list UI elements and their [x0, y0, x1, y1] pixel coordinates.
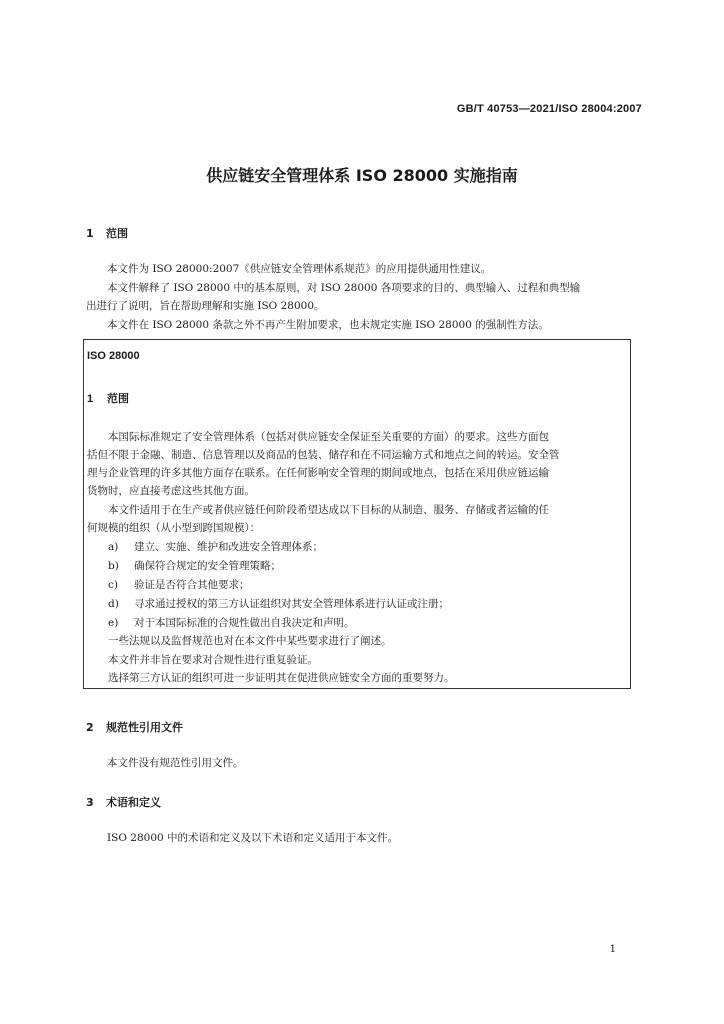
list-item [108, 557, 281, 575]
list-text: 对于本国际标准的合规性做出自我决定和声明。 [134, 617, 355, 629]
iso-box-tail-line-2: 本文件并非旨在要求对合规性进行重复验证。 [108, 654, 318, 666]
iso-28000-quote-box [83, 339, 631, 689]
list-text: 确保符合规定的安全管理策略； [134, 560, 281, 572]
list-item [108, 595, 449, 613]
section-title: 规范性引用文件 [106, 721, 183, 734]
iso-box-para-2-line-1: 本文件适用于在生产或者供应链任何阶段希望达成以下目标的从制造、服务、存储或者运输的任 [108, 504, 549, 516]
list-text: 寻求通过授权的第三方认证组织对其安全管理体系进行认证或注册； [134, 598, 449, 610]
list-item [108, 576, 250, 594]
section-2-heading [86, 719, 183, 735]
section-1-para-1: 本文件为 ISO 28000:2007《供应链安全管理体系规范》的应用提供通用性建议。 [107, 263, 492, 275]
section-number: 1 [86, 227, 94, 240]
section-number: 3 [86, 796, 94, 809]
iso-box-para-1-line-1: 本国际标准规定了安全管理体系（包括对供应链安全保证至关重要的方面）的要求。这些方面包 [108, 431, 549, 443]
iso-box-tail-line-1: 一些法规以及监督规范也对在本文件中某些要求进行了阐述。 [108, 635, 392, 647]
list-text: 验证是否符合其他要求； [134, 579, 250, 591]
iso-box-tail-line-3: 选择第三方认证的组织可进一步证明其在促进供应链安全方面的重要努力。 [108, 672, 455, 684]
list-item [108, 538, 323, 556]
list-marker: a) [108, 541, 119, 553]
list-marker: d) [108, 598, 119, 610]
iso-box-para-1-line-2: 括但不限于金融、制造、信息管理以及商品的包装、储存和在不同运输方式和地点之间的转运。安全管 [87, 449, 560, 461]
section-1-para-3: 本文件在 ISO 28000 条款之外不再产生附加要求，也未规定实施 ISO 28000 的强制性方法。 [107, 319, 549, 331]
section-title: 术语和定义 [106, 796, 161, 809]
page-number: 1 [609, 944, 616, 955]
document-title: 供应链安全管理体系 ISO 28000 实施指南 [206, 166, 518, 185]
iso-box-para-1-line-4: 货物时，应直接考虑这些其他方面。 [87, 485, 255, 497]
standard-code: GB/T 40753—2021/ISO 28004:2007 [456, 103, 642, 115]
list-marker: e) [108, 617, 119, 629]
list-item [108, 614, 355, 632]
section-2-para: 本文件没有规范性引用文件。 [107, 757, 244, 769]
section-title: 范围 [106, 227, 128, 240]
iso-box-section-heading [87, 390, 129, 406]
list-text: 建立、实施、维护和改进安全管理体系； [134, 541, 323, 553]
list-marker: b) [108, 560, 119, 572]
section-1-heading [86, 225, 128, 241]
section-1-para-2-line-2: 出进行了说明，旨在帮助理解和实施 ISO 28000。 [86, 300, 325, 312]
iso-box-section-title: 范围 [107, 393, 129, 405]
iso-box-section-number: 1 [87, 393, 94, 405]
section-3-para: ISO 28000 中的术语和定义及以下术语和定义适用于本文件。 [107, 832, 399, 844]
iso-box-label: ISO 28000 [87, 350, 140, 362]
section-1-para-2-line-1: 本文件解释了 ISO 28000 中的基本原则，对 ISO 28000 各项要求的目的、典型输入、过程和典型输 [107, 282, 581, 294]
section-3-heading [86, 794, 161, 810]
iso-box-para-2-line-2: 何规模的组织（从小型到跨国规模）： [87, 522, 261, 534]
list-marker: c) [108, 579, 118, 591]
iso-box-para-1-line-3: 理与企业管理的许多其他方面存在联系。在任何影响安全管理的期间或地点，包括在采用供应链运输 [87, 467, 549, 479]
section-number: 2 [86, 721, 94, 734]
